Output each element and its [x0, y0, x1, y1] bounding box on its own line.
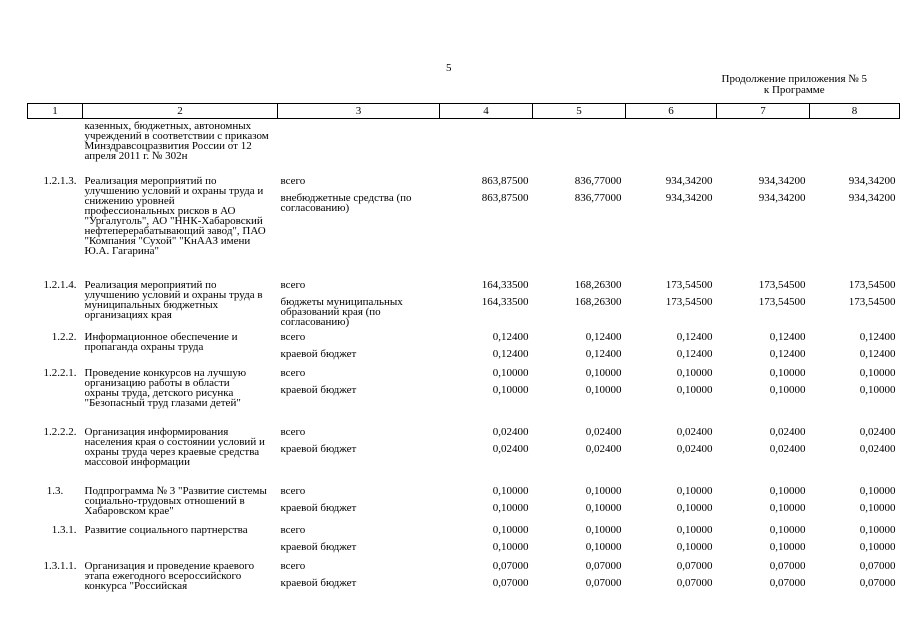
funding-source: всего	[280, 484, 306, 497]
amount-value: 0,10000	[676, 383, 713, 396]
row-code: 1.2.2.2.	[43, 425, 77, 438]
row-code	[28, 119, 83, 174]
amount-value: 173,54500	[848, 295, 896, 308]
column-header: 1	[28, 104, 83, 119]
funding-source: краевой бюджет	[280, 576, 357, 589]
amount-value: 836,77000	[574, 191, 622, 204]
funding-source: всего	[280, 559, 306, 572]
amount-value: 0,10000	[859, 484, 896, 497]
funding-source: внебюджетные средства (по согласованию)	[280, 191, 412, 214]
amount-value: 164,33500	[481, 295, 529, 308]
amount-value: 0,10000	[769, 484, 806, 497]
amount-value: 0,10000	[769, 523, 806, 536]
amount-value: 164,33500	[481, 278, 529, 291]
column-header: 8	[810, 104, 900, 119]
funding-source: всего	[280, 174, 306, 187]
row-code: 1.2.1.4.	[43, 278, 77, 291]
table-row	[28, 559, 900, 599]
amount-value: 0,10000	[676, 501, 713, 514]
amount-value: 0,10000	[859, 383, 896, 396]
row-name: Проведение конкурсов на лучшую организацию работы в области охраны труда, детского рисунка "Безопасный труд глазами детей"	[84, 366, 247, 409]
funding-source: бюджеты муниципальных образований края (по согласованию)	[280, 295, 403, 328]
continuation-note	[722, 74, 867, 96]
amount-value: 0,10000	[492, 484, 529, 497]
amount-value: 0,10000	[769, 366, 806, 379]
row-code: 1.3.	[46, 484, 64, 497]
amount-value: 0,07000	[676, 576, 713, 589]
row-name: Организация информирования населения края о состоянии условий и охраны труда через краевые средства массовой информации	[84, 425, 265, 468]
row-name: Реализация мероприятий по улучшению условий и охраны труда в муниципальных бюджетных организациях края	[84, 278, 263, 321]
amount-value: 0,10000	[492, 540, 529, 553]
amount-value: 0,02400	[676, 442, 713, 455]
amount-value: 173,54500	[758, 295, 806, 308]
amount-value: 0,02400	[859, 425, 896, 438]
amount-value: 0,12400	[492, 330, 529, 343]
row-name: казенных, бюджетных, автономных учреждений в соответствии с приказом Минздравсоцразвития России от 12 апреля 2011 г. № 302н	[84, 120, 269, 162]
amount-value: 0,10000	[585, 501, 622, 514]
amount-value: 0,12400	[676, 347, 713, 360]
table-row	[28, 119, 900, 174]
funding-source: всего	[280, 366, 306, 379]
amount-value: 173,54500	[665, 295, 713, 308]
budget-table	[27, 103, 900, 599]
amount-value: 0,10000	[859, 366, 896, 379]
amount-value: 0,07000	[585, 559, 622, 572]
row-name: Подпрограмма № 3 "Развитие системы социально-трудовых отношений в Хабаровском крае"	[84, 484, 267, 517]
amount-value: 0,07000	[585, 576, 622, 589]
row-name: Реализация мероприятий по улучшению условий и охраны труда и снижению уровней профессиональных рисков в АО "Ургалуголь", АО "ННК-Хабаровский нефтеперерабатывающий завод", ПАО "Компания "Сухой" "КнААЗ имени Ю.А. Гагарина"	[84, 174, 266, 257]
amount-value: 0,02400	[492, 442, 529, 455]
table-row	[28, 484, 900, 523]
amount-value: 0,10000	[492, 366, 529, 379]
amount-value: 0,10000	[676, 540, 713, 553]
amount-value: 0,07000	[492, 576, 529, 589]
amount-value: 0,10000	[585, 523, 622, 536]
amount-value: 0,12400	[859, 330, 896, 343]
amount-value: 934,34200	[848, 174, 896, 187]
amount-value: 0,10000	[769, 383, 806, 396]
amount-value: 0,10000	[585, 484, 622, 497]
column-header: 2	[83, 104, 278, 119]
funding-source: краевой бюджет	[280, 383, 357, 396]
amount-value: 0,10000	[676, 366, 713, 379]
amount-value: 0,07000	[492, 559, 529, 572]
amount-value: 0,02400	[769, 442, 806, 455]
funding-source: всего	[280, 425, 306, 438]
row-name: Информационное обеспечение и пропаганда охраны труда	[84, 330, 238, 353]
funding-source: всего	[280, 330, 306, 343]
amount-value: 0,02400	[859, 442, 896, 455]
table-row	[28, 366, 900, 425]
amount-value: 0,12400	[492, 347, 529, 360]
table-row	[28, 174, 900, 278]
continuation-line-2: к Программе	[763, 84, 825, 96]
amount-value: 0,02400	[492, 425, 529, 438]
column-header: 7	[717, 104, 810, 119]
row-code: 1.2.2.1.	[43, 366, 77, 379]
table-row	[28, 330, 900, 366]
amount-value: 0,10000	[859, 540, 896, 553]
amount-value: 168,26300	[574, 295, 622, 308]
amount-value: 173,54500	[758, 278, 806, 291]
amount-value: 863,87500	[481, 174, 529, 187]
amount-value: 0,07000	[769, 559, 806, 572]
row-code: 1.2.2.	[51, 330, 77, 343]
amount-value: 0,12400	[769, 330, 806, 343]
amount-value: 0,10000	[676, 523, 713, 536]
amount-value: 934,34200	[758, 191, 806, 204]
amount-value: 0,07000	[676, 559, 713, 572]
row-code: 1.2.1.3.	[43, 174, 77, 187]
amount-value: 934,34200	[758, 174, 806, 187]
amount-value: 0,02400	[585, 442, 622, 455]
funding-source: краевой бюджет	[280, 501, 357, 514]
funding-source: краевой бюджет	[280, 442, 357, 455]
header-row	[28, 104, 900, 119]
funding-source: краевой бюджет	[280, 540, 357, 553]
amount-value: 0,10000	[859, 523, 896, 536]
amount-value: 0,10000	[859, 501, 896, 514]
funding-source: краевой бюджет	[280, 347, 357, 360]
amount-value: 0,10000	[769, 540, 806, 553]
row-code: 1.3.1.1.	[43, 559, 77, 572]
page-number: 5	[446, 62, 452, 74]
amount-value: 0,10000	[492, 523, 529, 536]
column-header: 5	[533, 104, 626, 119]
amount-value: 0,12400	[585, 347, 622, 360]
table-row	[28, 425, 900, 484]
column-header: 4	[440, 104, 533, 119]
amount-value: 0,07000	[769, 576, 806, 589]
amount-value: 0,12400	[676, 330, 713, 343]
amount-value: 0,07000	[859, 576, 896, 589]
amount-value: 0,10000	[769, 501, 806, 514]
funding-source: всего	[280, 278, 306, 291]
amount-value: 0,12400	[769, 347, 806, 360]
amount-value: 0,10000	[492, 501, 529, 514]
row-name: Организация и проведение краевого этапа ежегодного всероссийского конкурса "Российская	[84, 559, 255, 592]
continuation-line-1: Продолжение приложения № 5	[721, 73, 867, 85]
amount-value: 863,87500	[481, 191, 529, 204]
amount-value: 173,54500	[848, 278, 896, 291]
amount-value: 0,10000	[676, 484, 713, 497]
amount-value: 0,02400	[585, 425, 622, 438]
table-row	[28, 523, 900, 559]
amount-value: 0,12400	[585, 330, 622, 343]
amount-value: 934,34200	[665, 191, 713, 204]
amount-value: 0,10000	[585, 383, 622, 396]
amount-value: 173,54500	[665, 278, 713, 291]
row-code: 1.3.1.	[51, 523, 77, 536]
amount-value: 934,34200	[848, 191, 896, 204]
amount-value: 0,10000	[492, 383, 529, 396]
column-header: 6	[626, 104, 717, 119]
amount-value: 0,02400	[676, 425, 713, 438]
funding-source: всего	[280, 523, 306, 536]
amount-value: 0,02400	[769, 425, 806, 438]
amount-value: 0,10000	[585, 366, 622, 379]
amount-value: 836,77000	[574, 174, 622, 187]
amount-value: 0,12400	[859, 347, 896, 360]
amount-value: 934,34200	[665, 174, 713, 187]
column-header: 3	[278, 104, 440, 119]
amount-value: 0,07000	[859, 559, 896, 572]
row-name: Развитие социального партнерства	[84, 523, 248, 536]
amount-value: 0,10000	[585, 540, 622, 553]
amount-value: 168,26300	[574, 278, 622, 291]
table-row	[28, 278, 900, 330]
